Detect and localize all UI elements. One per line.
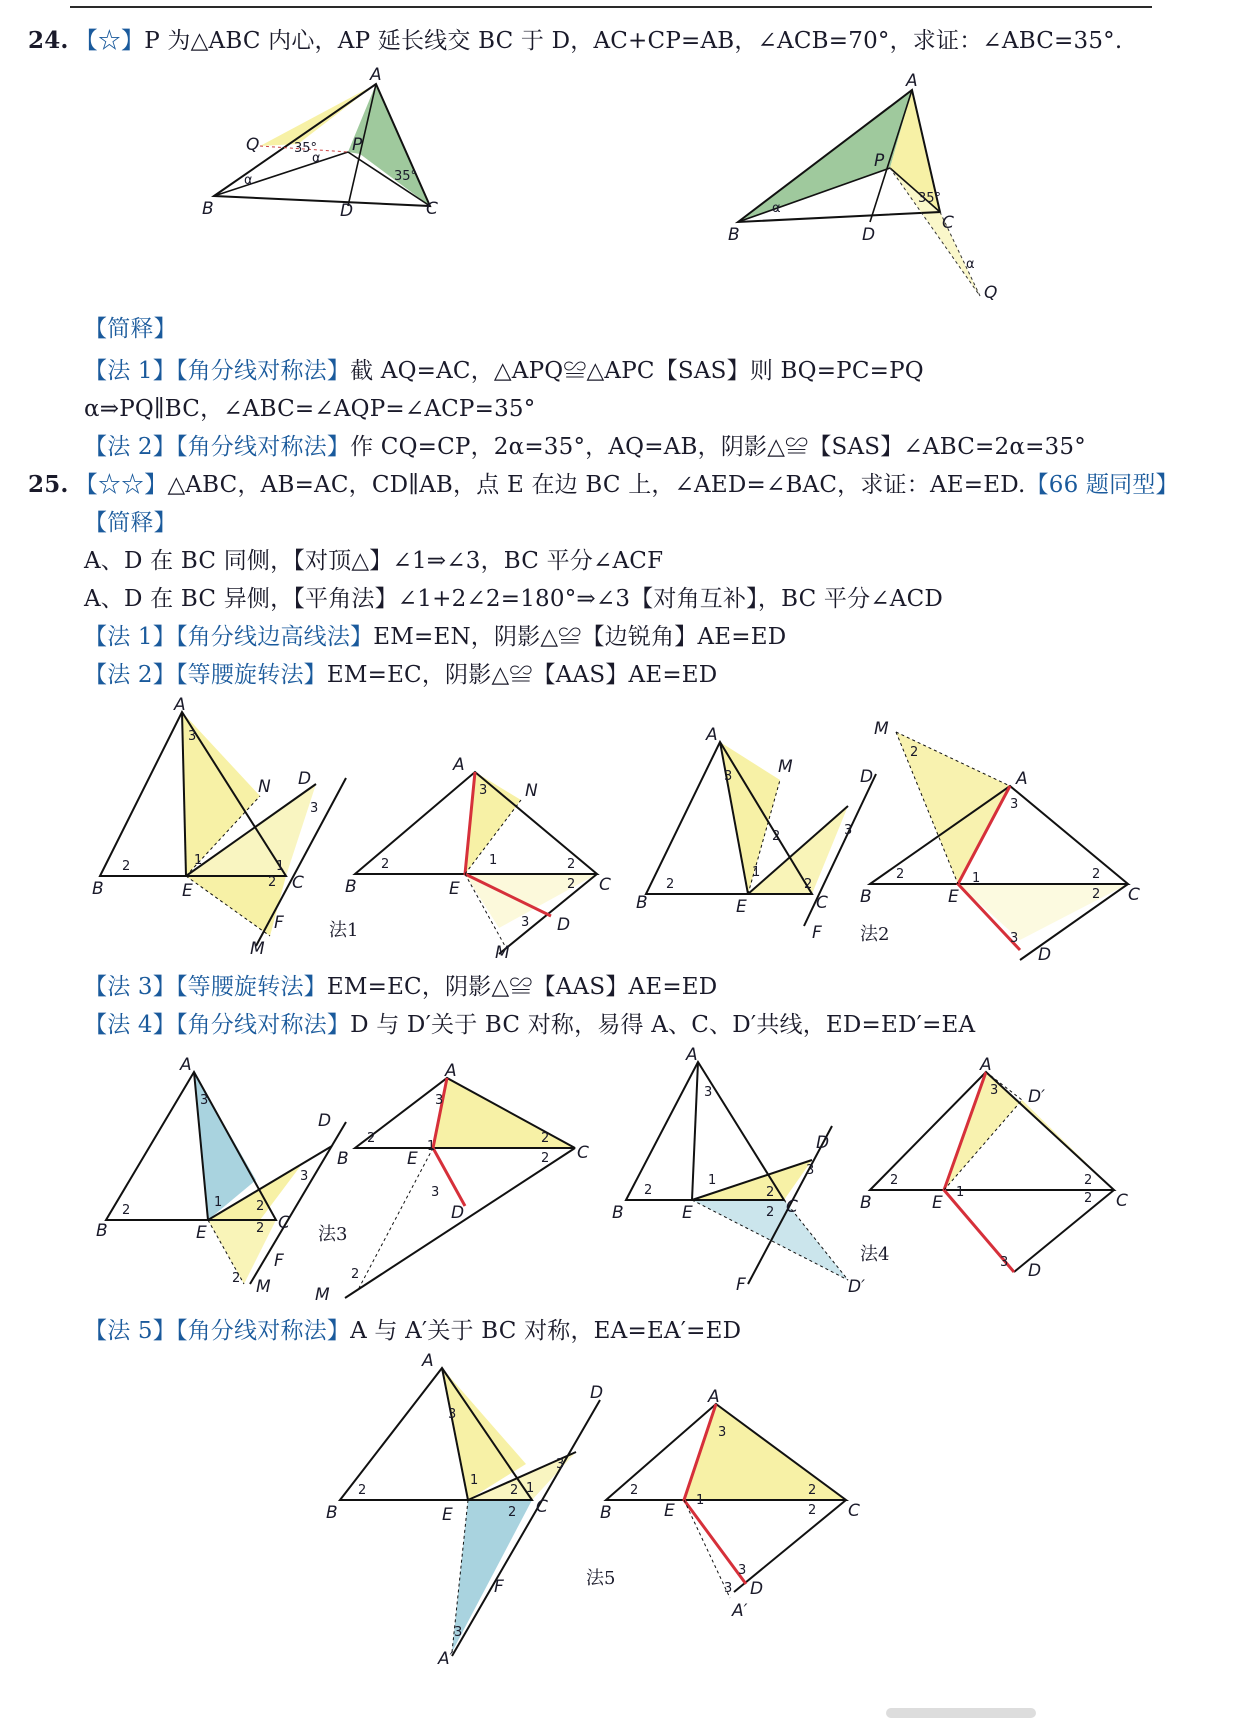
svg-text:D′: D′ (1028, 1087, 1045, 1107)
svg-text:3: 3 (435, 1093, 444, 1108)
svg-text:E: E (932, 1193, 943, 1213)
svg-text:3: 3 (724, 1581, 733, 1596)
svg-text:E: E (442, 1505, 453, 1525)
svg-text:2: 2 (1092, 867, 1101, 882)
svg-text:2: 2 (508, 1505, 517, 1520)
svg-text:A: A (1016, 769, 1028, 789)
svg-text:D: D (1028, 1261, 1042, 1281)
svg-text:3: 3 (1010, 931, 1019, 946)
p25-line1: A、D 在 BC 同侧，【对顶△】∠1⇒∠3，BC 平分∠ACF (84, 548, 664, 574)
svg-text:A: A (980, 1055, 992, 1075)
svg-text:3: 3 (718, 1425, 727, 1440)
svg-text:2: 2 (766, 1205, 775, 1220)
svg-text:A: A (453, 755, 465, 775)
figure-25-d (612, 1045, 866, 1300)
svg-text:D: D (590, 1383, 604, 1403)
svg-text:E: E (407, 1149, 418, 1169)
p25-line2: A、D 在 BC 异侧，【平角法】∠1+2∠2=180°⇒∠3【对角互补】，BC 平分∠ACD (84, 586, 944, 612)
svg-text:C: C (536, 1497, 548, 1517)
svg-text:2: 2 (644, 1183, 653, 1198)
p25-method3: 【法 3】【等腰旋转法】EM=EC，阴影△≌【AAS】AE=ED (84, 974, 718, 1000)
svg-text:2: 2 (808, 1483, 817, 1498)
svg-text:3: 3 (704, 1085, 713, 1100)
svg-text:法4: 法4 (860, 1244, 890, 1265)
problem-24-statement (28, 26, 1122, 56)
svg-text:1: 1 (276, 859, 285, 874)
label-C: C (426, 199, 438, 219)
svg-text:2: 2 (666, 877, 675, 892)
label-Q: Q (246, 135, 260, 155)
svg-text:D: D (1038, 945, 1052, 965)
svg-text:2: 2 (122, 859, 131, 874)
svg-text:D: D (298, 769, 312, 789)
label-Q: Q (984, 283, 998, 303)
svg-text:2: 2 (890, 1173, 899, 1188)
svg-text:F: F (274, 1251, 284, 1271)
angle-alpha: α (772, 201, 781, 216)
svg-text:B: B (96, 1221, 108, 1241)
svg-text:3: 3 (990, 1083, 999, 1098)
angle-alpha: α (966, 257, 975, 272)
svg-text:E: E (948, 887, 959, 907)
svg-text:D′: D′ (848, 1277, 865, 1297)
problem-number: 24. (28, 27, 69, 54)
figure-24-method1 (200, 65, 460, 232)
label-P: P (352, 135, 363, 155)
svg-text:D: D (816, 1133, 830, 1153)
figure-25-fa2 (860, 720, 1160, 970)
svg-text:C: C (292, 873, 304, 893)
svg-text:2: 2 (541, 1151, 550, 1166)
svg-text:1: 1 (526, 1481, 535, 1496)
svg-text:2: 2 (567, 877, 576, 892)
svg-text:M: M (874, 719, 889, 739)
p24-jianshi: 【简释】 (84, 316, 177, 342)
difficulty-stars: 【☆】 (74, 28, 145, 54)
figure-25-fa5 (586, 1387, 876, 1652)
svg-text:3: 3 (521, 915, 530, 930)
svg-text:C: C (278, 1213, 290, 1233)
svg-text:M: M (778, 757, 793, 777)
svg-text:2: 2 (510, 1483, 519, 1498)
p24-method1: 【法 1】【角分线对称法】截 AQ=AC，△APQ≌△APC【SAS】则 BQ=PC=PQ (84, 358, 924, 384)
svg-text:2: 2 (1092, 887, 1101, 902)
svg-text:3: 3 (188, 729, 197, 744)
svg-text:3: 3 (806, 1163, 815, 1178)
svg-text:E: E (664, 1501, 675, 1521)
svg-text:F: F (274, 913, 284, 933)
label-B: B (202, 199, 214, 219)
svg-text:M: M (256, 1277, 271, 1297)
svg-text:A: A (708, 1387, 720, 1407)
figure-25-e (326, 1351, 620, 1669)
svg-text:3: 3 (310, 801, 319, 816)
svg-text:1: 1 (470, 1473, 479, 1488)
svg-text:B: B (636, 893, 648, 913)
svg-text:2: 2 (1084, 1191, 1093, 1206)
svg-text:法3: 法3 (318, 1224, 348, 1245)
angle-35: 35° (294, 141, 318, 156)
statement-text: P 为△ABC 内心，AP 延长线交 BC 于 D，AC+CP=AB，∠ACB=70°，求证：∠ABC=35°. (144, 28, 1123, 54)
svg-text:C: C (848, 1501, 860, 1521)
svg-text:C: C (1116, 1191, 1128, 1211)
svg-text:C: C (816, 893, 828, 913)
svg-text:1: 1 (696, 1493, 705, 1508)
svg-text:1: 1 (956, 1185, 965, 1200)
svg-text:C: C (577, 1143, 589, 1163)
svg-text:A: A (706, 725, 718, 745)
svg-text:F: F (812, 923, 822, 943)
svg-text:2: 2 (567, 857, 576, 872)
svg-text:2: 2 (351, 1267, 360, 1282)
svg-text:N: N (258, 777, 271, 797)
svg-text:3: 3 (844, 823, 853, 838)
svg-text:2: 2 (358, 1483, 367, 1498)
svg-text:N: N (525, 781, 538, 801)
svg-text:3: 3 (454, 1625, 463, 1640)
svg-text:E: E (196, 1223, 207, 1243)
figure-25-c (96, 1055, 356, 1300)
svg-text:3: 3 (1010, 797, 1019, 812)
angle-35: 35° (394, 169, 418, 184)
svg-text:2: 2 (772, 829, 781, 844)
label-D: D (862, 225, 876, 245)
svg-text:2: 2 (630, 1483, 639, 1498)
svg-text:2: 2 (766, 1185, 775, 1200)
svg-text:3: 3 (724, 769, 733, 784)
svg-text:D: D (860, 767, 874, 787)
angle-35: 35° (918, 191, 942, 206)
label-P: P (874, 151, 885, 171)
svg-text:3: 3 (479, 783, 488, 798)
svg-text:A: A (174, 695, 186, 715)
svg-text:F: F (494, 1577, 504, 1597)
svg-text:D: D (451, 1203, 465, 1223)
problem-25-statement: 25. 【☆☆】△ABC，AB=AC，CD∥AB，点 E 在边 BC 上，∠AED=∠BAC，求证：AE=ED.【66 题同型】 (28, 471, 1179, 498)
svg-text:3: 3 (431, 1185, 440, 1200)
svg-text:3: 3 (738, 1563, 747, 1578)
svg-text:C: C (786, 1197, 798, 1217)
svg-text:2: 2 (232, 1271, 241, 1286)
svg-text:2: 2 (122, 1203, 131, 1218)
svg-text:1: 1 (427, 1139, 436, 1154)
svg-text:A: A (180, 1055, 192, 1075)
svg-text:1: 1 (708, 1173, 717, 1188)
svg-text:B: B (345, 877, 357, 897)
svg-text:3: 3 (1000, 1255, 1009, 1270)
svg-text:B: B (337, 1149, 349, 1169)
svg-text:2: 2 (268, 875, 277, 890)
svg-text:E: E (182, 881, 193, 901)
svg-text:3: 3 (300, 1169, 309, 1184)
svg-text:2: 2 (1084, 1173, 1093, 1188)
svg-text:3: 3 (200, 1093, 209, 1108)
p24-method2: 【法 2】【角分线对称法】作 CQ=CP，2α=35°，AQ=AB，阴影△≌【SAS】∠ABC=2α=35° (84, 434, 1086, 460)
svg-text:1: 1 (972, 871, 981, 886)
figure-25-fa1 (329, 755, 625, 963)
svg-text:M: M (250, 939, 265, 959)
svg-text:E: E (682, 1203, 693, 1223)
p25-method5: 【法 5】【角分线对称法】A 与 A′关于 BC 对称，EA=EA′=ED (84, 1318, 742, 1344)
p25-method2: 【法 2】【等腰旋转法】EM=EC，阴影△≌【AAS】AE=ED (84, 662, 718, 688)
svg-text:A′: A′ (732, 1601, 748, 1621)
angle-alpha: α (312, 151, 321, 166)
angle-alpha: α (244, 173, 253, 188)
label-A: A (906, 71, 918, 91)
svg-text:2: 2 (896, 867, 905, 882)
svg-text:法1: 法1 (329, 920, 359, 941)
svg-text:C: C (599, 875, 611, 895)
svg-text:M: M (315, 1285, 330, 1305)
svg-text:B: B (612, 1203, 624, 1223)
svg-text:E: E (736, 897, 747, 917)
svg-text:A′: A′ (438, 1649, 454, 1669)
svg-text:1: 1 (214, 1195, 223, 1210)
figure-25-fa4 (860, 1055, 1160, 1300)
svg-text:3: 3 (556, 1457, 565, 1472)
svg-text:2: 2 (256, 1199, 265, 1214)
label-D: D (340, 201, 354, 221)
svg-text:B: B (600, 1503, 612, 1523)
p25-method4: 【法 4】【角分线对称法】D 与 D′关于 BC 对称，易得 A、C、D′共线，ED=ED′=EA (84, 1012, 976, 1038)
svg-text:D: D (318, 1111, 332, 1131)
label-C: C (942, 213, 954, 233)
figure-24-method2 (722, 71, 1022, 303)
svg-text:2: 2 (541, 1131, 550, 1146)
svg-text:A: A (445, 1061, 457, 1081)
svg-text:D: D (750, 1579, 764, 1599)
p25-method1: 【法 1】【角分线边高线法】EM=EN，阴影△≌【边锐角】AE=ED (84, 624, 787, 650)
svg-text:2: 2 (804, 877, 813, 892)
svg-text:M: M (495, 943, 510, 963)
svg-text:B: B (92, 879, 104, 899)
svg-text:1: 1 (489, 853, 498, 868)
p24-method1-cont: α⇒PQ∥BC，∠ABC=∠AQP=∠ACP=35° (84, 396, 536, 422)
svg-text:F: F (736, 1275, 746, 1295)
svg-text:D: D (557, 915, 571, 935)
svg-text:2: 2 (910, 745, 919, 760)
svg-text:E: E (449, 879, 460, 899)
svg-text:1: 1 (752, 865, 761, 880)
svg-text:A: A (686, 1045, 698, 1065)
svg-text:B: B (860, 1193, 872, 1213)
svg-text:2: 2 (256, 1221, 265, 1236)
svg-text:2: 2 (367, 1131, 376, 1146)
svg-text:B: B (326, 1503, 338, 1523)
bottom-toolbar (880, 1694, 1036, 1729)
svg-text:B: B (860, 887, 872, 907)
figure-25-a (90, 695, 370, 959)
svg-text:法2: 法2 (860, 924, 890, 945)
svg-text:C: C (1128, 885, 1140, 905)
figure-25-b (636, 725, 876, 950)
svg-text:A: A (422, 1351, 434, 1371)
scroll-bar[interactable] (886, 1708, 1036, 1718)
svg-text:2: 2 (808, 1503, 817, 1518)
svg-text:1: 1 (194, 853, 203, 868)
label-B: B (728, 225, 740, 245)
svg-text:法5: 法5 (586, 1568, 616, 1589)
svg-text:3: 3 (448, 1407, 457, 1422)
label-A: A (370, 65, 382, 85)
top-rule (70, 6, 1152, 8)
p25-jianshi: 【简释】 (84, 510, 177, 536)
svg-text:2: 2 (381, 857, 390, 872)
